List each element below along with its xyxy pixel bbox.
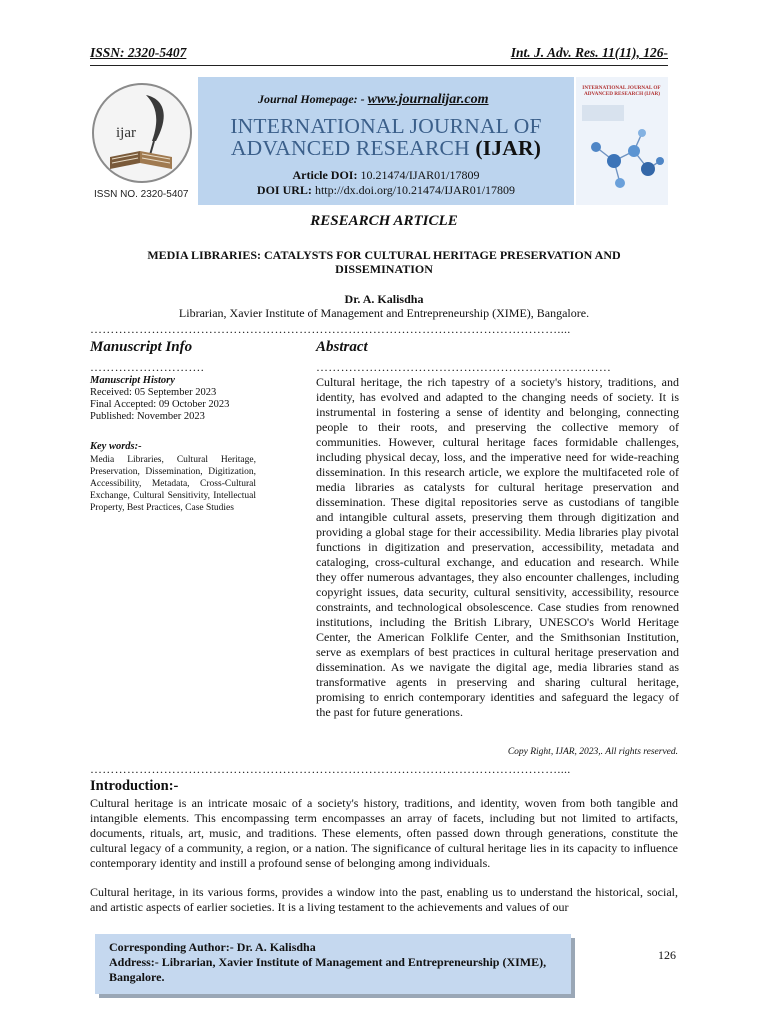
journal-abbr: (IJAR) bbox=[475, 136, 542, 160]
abstract-text: Cultural heritage, the rich tapestry of a society's history, traditions, and identity, has evolved and adapted to the changing needs of society. It is instrumental in fostering a sense of identity and belonging, connecting people to their roots, and preserving the collective memory of communities. However, cultural heritage faces formidable challenges, including physical decay, loss, and the imperative need for wide-reaching dissemination. In this research article, we explore the multifaceted role of media libraries as catalysts for cultural heritage preservation and dissemination. These digital repositories serve as custodians of tangible and intangible cultural assets, preserving them through digitization and providing a global stage for their accessibility. Media libraries play pivotal functions in digitization and preservation, accessibility, metadata and cataloging, cross-cultural exchange, and education and research. While they offer numerous advantages, they also encounter challenges, including copyright issues, data security, cultural sensitivity, accessibility, resource constraints, and technological obsolescence. Case studies from renowned institutions, including the British Library, UNESCO's World Heritage Center, the American Folklife Center, and the Smithsonian Institution, serve as exemplars of best practices in cultural heritage preservation and dissemination. As we navigate the digital age, media libraries stand as transformative agents in preserving and sharing cultural heritage, promising to enrich contemporary identities and safeguard the legacy of the past for future generations. bbox=[316, 375, 679, 719]
separator-bottom: …………………………………………………………………………………………………….... bbox=[90, 762, 571, 776]
logo-text: ijar bbox=[116, 125, 136, 141]
keywords-label: Key words:- bbox=[90, 441, 142, 452]
header-issn: ISSN: 2320-5407 bbox=[90, 45, 187, 60]
accepted-date: Final Accepted: 09 October 2023 bbox=[90, 399, 230, 410]
journal-title bbox=[198, 115, 574, 159]
separator-left: ………………………. bbox=[90, 360, 204, 374]
introduction-paragraph-2: Cultural heritage, in its various forms, provides a window into the past, enabling us to understand the historical, social, and artistic aspects of earlier societies. It is a living testament to the achievements and values of our bbox=[90, 885, 678, 914]
paper-title-line1: MEDIA LIBRARIES: CATALYSTS FOR CULTURAL HERITAGE PRESERVATION AND bbox=[147, 248, 621, 262]
quill-book-icon bbox=[94, 85, 190, 181]
svg-text:INTERNATIONAL JOURNAL OF: INTERNATIONAL JOURNAL OF ADVANCED RESEARCH (IJAR) bbox=[582, 85, 661, 97]
journal-title-line1: INTERNATIONAL JOURNAL OF bbox=[230, 114, 542, 138]
copyright-notice: Copy Right, IJAR, 2023,. All rights reserved. bbox=[507, 747, 678, 757]
doi-value: 10.21474/IJAR01/17809 bbox=[360, 168, 480, 182]
corresponding-author-box bbox=[95, 934, 571, 994]
author-name: Dr. A. Kalisdha bbox=[344, 292, 424, 306]
journal-title-line2: ADVANCED RESEARCH (IJAR) bbox=[230, 136, 542, 160]
separator-right: ……………………………………………………………… bbox=[316, 360, 612, 374]
manuscript-history bbox=[90, 375, 260, 423]
abstract-heading: Abstract bbox=[316, 339, 368, 355]
header-citation: Int. J. Adv. Res. 11(11), 126- bbox=[510, 45, 668, 60]
doi-url-value[interactable]: http://dx.doi.org/10.21474/IJAR01/17809 bbox=[314, 183, 516, 197]
journal-title-panel bbox=[198, 77, 574, 205]
page-number: 126 bbox=[658, 948, 676, 962]
author-affiliation: Librarian, Xavier Institute of Management and Entrepreneurship (XIME), Bangalore. bbox=[178, 306, 590, 320]
homepage-line bbox=[258, 92, 558, 108]
introduction-paragraph-1: Cultural heritage is an intricate mosaic of a society's history, traditions, and identity, woven from both tangible and intangible elements. This encompassing term encompasses an array of facets, including but not limited to artifacts, documents, rituals, art, music, and traditions. These elements, often passed down through generations, constitute the cultural legacy of a community, a region, or a nation. The significance of cultural heritage lies in its capacity to influence contemporary identity and instill a profound sense of belonging among individuals. bbox=[90, 796, 678, 870]
doi-label: Article DOI: bbox=[292, 168, 358, 182]
logo-issn: ISSN NO. 2320-5407 bbox=[94, 189, 189, 200]
manuscript-info-heading: Manuscript Info bbox=[90, 339, 193, 355]
published-date: Published: November 2023 bbox=[90, 411, 205, 422]
homepage-link[interactable]: www.journalijar.com bbox=[367, 92, 489, 107]
journal-cover-image bbox=[576, 77, 668, 205]
separator-top: …………………………………………………………………………………………………….... bbox=[90, 322, 571, 336]
introduction-heading: Introduction:- bbox=[90, 778, 179, 794]
journal-logo bbox=[90, 77, 196, 205]
paper-title-line2: DISSEMINATION bbox=[335, 262, 433, 276]
doi-block bbox=[198, 168, 574, 198]
corresponding-author: Corresponding Author:- Dr. A. Kalisdha bbox=[109, 940, 316, 954]
paper-title bbox=[90, 248, 678, 276]
history-label: Manuscript History bbox=[90, 375, 175, 386]
homepage-label: Journal Homepage: - bbox=[258, 92, 365, 106]
logo-emblem bbox=[92, 83, 192, 183]
received-date: Received: 05 September 2023 bbox=[90, 387, 217, 398]
author-address: Address:- Librarian, Xavier Institute of Management and Entrepreneurship (XIME), Bangalore. bbox=[109, 955, 547, 984]
running-header bbox=[90, 45, 668, 66]
keywords-list: Media Libraries, Cultural Heritage, Preservation, Dissemination, Digitization, Accessibility, Metadata, Cross-Cultural Exchange, Cultural Sensitivity, Intellectual Property, Best Practices, Case Studies bbox=[90, 455, 256, 513]
molecule-icon bbox=[576, 77, 668, 205]
article-type: RESEARCH ARTICLE bbox=[310, 213, 458, 229]
journal-banner bbox=[90, 77, 668, 205]
doi-url-label: DOI URL: bbox=[256, 183, 312, 197]
